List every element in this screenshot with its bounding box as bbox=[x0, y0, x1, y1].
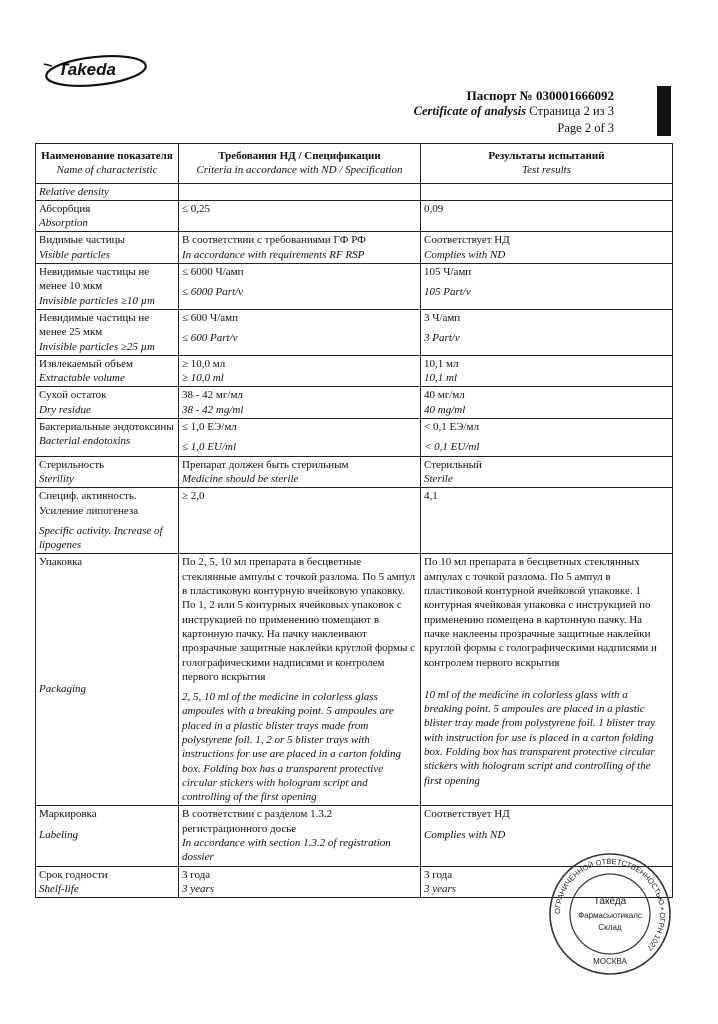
criteria-ru: ≤ 600 Ч/амп bbox=[182, 311, 238, 324]
name-en: Specific activity. Increase of lipogenes bbox=[39, 524, 163, 552]
table-row bbox=[36, 419, 673, 457]
name-ru: Упаковка bbox=[39, 556, 83, 569]
result-ru: 10,1 мл bbox=[424, 357, 459, 370]
name-ru: Невидимые частицы не менее 10 мкм bbox=[39, 266, 150, 293]
passport-number: Паспорт № 030001666092 bbox=[466, 88, 614, 103]
result-ru: 3 Ч/амп bbox=[424, 311, 461, 324]
result-en: Sterile bbox=[424, 472, 453, 485]
stamp-ring-text: ОГРАНИЧЕННОЙ ОТВЕТСТВЕННОСТЬЮ • ОГРН 1027 bbox=[552, 856, 668, 953]
name-ru: Невидимые частицы не менее 25 мкм bbox=[39, 311, 150, 339]
certificate-line bbox=[414, 104, 614, 119]
criteria-en: ≤ 600 Part/v bbox=[182, 332, 238, 345]
name-en: Extractable volume bbox=[39, 372, 125, 385]
stamp-bottom: МОСКВА bbox=[593, 957, 627, 966]
name-ru: Маркировка bbox=[39, 808, 97, 821]
table-row bbox=[36, 309, 673, 355]
table-row-relative-density bbox=[36, 183, 673, 200]
name-ru: Видимые частицы bbox=[39, 234, 125, 247]
relative-density: Relative density bbox=[36, 183, 179, 200]
criteria-ru: По 2, 5, 10 мл препарата в бесцветные стеклянные ампулы с точкой разлома. По 5 ампул в пластиковую контурную ячейковую упаковку. По 1, 2 или 5 контурных ячейковых упаковок с инструкцией по применению помещают в картонную пачку. На пачку наклеивают прозрачные защитные наклейки круглой формы с голографическими надписями и контролем первого вскрытия bbox=[182, 556, 416, 683]
name-ru: Специф. активность. Усиление липогенеза bbox=[39, 490, 139, 517]
certificate-title: Certificate of analysis bbox=[413, 104, 527, 118]
header-results: Результаты испытаний Test results bbox=[421, 144, 673, 184]
result-ru: 0,09 bbox=[424, 202, 444, 215]
name-ru: Бактериальные эндотоксины bbox=[39, 421, 174, 434]
table-row bbox=[36, 456, 673, 488]
company-stamp bbox=[548, 852, 672, 976]
header-criteria: Требования НД / Спецификации Criteria in accordance with ND / Specification bbox=[179, 144, 421, 184]
criteria-ru: ≤ 6000 Ч/амп bbox=[182, 266, 244, 279]
criteria-en: Medicine should be sterile bbox=[182, 472, 299, 485]
stamp-center-1: Такеда bbox=[593, 896, 627, 907]
result-en: 40 mg/ml bbox=[424, 403, 466, 416]
criteria-en: ≥ 10,0 ml bbox=[182, 372, 224, 385]
result-ru: Соответствует НД bbox=[424, 234, 510, 247]
result-en: Complies with ND bbox=[424, 828, 506, 841]
name-en: Shelf-life bbox=[39, 882, 79, 895]
result-ru: 3 года bbox=[424, 868, 453, 881]
name-en: Invisible particles ≥25 µm bbox=[39, 340, 155, 353]
name-en: Packaging bbox=[39, 682, 87, 695]
page-ru: Страница 2 из 3 bbox=[529, 104, 614, 118]
result-en: 3 years bbox=[424, 882, 457, 895]
name-ru: Извлекаемый объем bbox=[39, 357, 133, 370]
stamp-center-2: Фармасьютикалс bbox=[578, 911, 642, 920]
result-en: 10 ml of the medicine in colorless glass with a breaking point. 5 ampoules are placed in a plastic blister tray made from polystyrene foil. 1 blister tray with instruction for use is placed in a carton folding box. Folding box has transparent protective circular stickers with hologram script and controlling of the first opening bbox=[424, 688, 656, 787]
criteria-ru: ≥ 10,0 мл bbox=[182, 357, 226, 370]
criteria-en: ≤ 6000 Part/v bbox=[182, 286, 244, 299]
result-ru: 105 Ч/амп bbox=[424, 266, 472, 279]
criteria-ru: ≤ 1,0 ЕЭ/мл bbox=[182, 421, 237, 434]
table-row bbox=[36, 488, 673, 554]
criteria-en: 38 - 42 mg/ml bbox=[182, 403, 244, 416]
criteria-ru: 3 года bbox=[182, 868, 211, 881]
name-ru: Абсорбция bbox=[39, 202, 91, 215]
name-ru: Стерильность bbox=[39, 458, 105, 471]
table-row bbox=[36, 355, 673, 387]
criteria-ru: В соответствии с требованиями ГФ РФ bbox=[182, 234, 366, 247]
name-en: Dry residue bbox=[39, 403, 91, 416]
margin-black-bar bbox=[657, 86, 671, 136]
table-header bbox=[36, 144, 673, 184]
result-ru: < 0,1 ЕЭ/мл bbox=[424, 421, 479, 434]
result-en: 105 Part/v bbox=[424, 286, 471, 299]
name-ru: Сухой остаток bbox=[39, 389, 107, 402]
name-en: Labeling bbox=[39, 828, 79, 841]
criteria-en: ≤ 1,0 EU/ml bbox=[182, 441, 237, 454]
criteria-ru: В соответствии с разделом 1.3.2 регистрационного досье bbox=[182, 808, 333, 835]
table-row bbox=[36, 232, 673, 264]
name-en: Invisible particles ≥10 µm bbox=[39, 294, 155, 307]
result-ru: Соответствует НД bbox=[424, 808, 510, 821]
stamp-center-3: Склад bbox=[598, 923, 622, 932]
result-ru: Стерильный bbox=[424, 458, 482, 471]
result-en: < 0,1 EU/ml bbox=[424, 441, 480, 454]
table-row bbox=[36, 387, 673, 419]
name-ru: Срок годности bbox=[39, 868, 108, 881]
page-en: Page 2 of 3 bbox=[557, 121, 614, 135]
result-ru: 40 мг/мл bbox=[424, 389, 465, 402]
criteria-ru: ≤ 0,25 bbox=[182, 202, 211, 215]
result-en: Complies with ND bbox=[424, 248, 506, 261]
criteria-ru: ≥ 2,0 bbox=[182, 490, 205, 503]
table-row bbox=[36, 554, 673, 806]
criteria-ru: Препарат должен быть стерильным bbox=[182, 458, 349, 471]
name-en: Visible particles bbox=[39, 248, 110, 261]
result-en: 3 Part/v bbox=[424, 332, 460, 345]
logo-text: Takeda bbox=[58, 60, 116, 79]
table-row bbox=[36, 264, 673, 310]
criteria-en: 3 years bbox=[182, 882, 215, 895]
criteria-en: In accordance with requirements RF RSP bbox=[182, 248, 365, 261]
name-en: Sterility bbox=[39, 472, 74, 485]
criteria-en: In accordance with section 1.3.2 of registration dossier bbox=[182, 837, 391, 864]
name-en: Bacterial endotoxins bbox=[39, 435, 131, 448]
name-en: Absorption bbox=[39, 217, 88, 230]
result-ru: По 10 мл препарата в бесцветных стеклянных ампулах с точкой разлома. По 5 ампул в пластиковой контурной ячейковой упаковке. 1 контурная ячейковая упаковка с инструкцией по применению помещена в картонную пачку. На пачке наклеены прозрачные защитные наклейки круглой формы с голографическими надписями и контролем первого вскрытия bbox=[424, 556, 657, 669]
criteria-ru: 38 - 42 мг/мл bbox=[182, 389, 243, 402]
result-en: 10,1 ml bbox=[424, 372, 457, 385]
result-ru: 4,1 bbox=[424, 490, 438, 503]
header-characteristic: Наименование показателя Name of characteristic bbox=[36, 144, 179, 184]
criteria-en: 2, 5, 10 ml of the medicine in colorless glass ampoules with a breaking point. 5 ampoules are placed in a plastic blister trays made from polystyrene foil. 1, 2 or 5 blister trays with instructions for use are placed in a carton folding box. Folding box has a transparent protective circular stickers with hologram script and controlling of the first opening bbox=[182, 691, 401, 804]
table-row bbox=[36, 200, 673, 232]
results-table bbox=[35, 143, 673, 898]
